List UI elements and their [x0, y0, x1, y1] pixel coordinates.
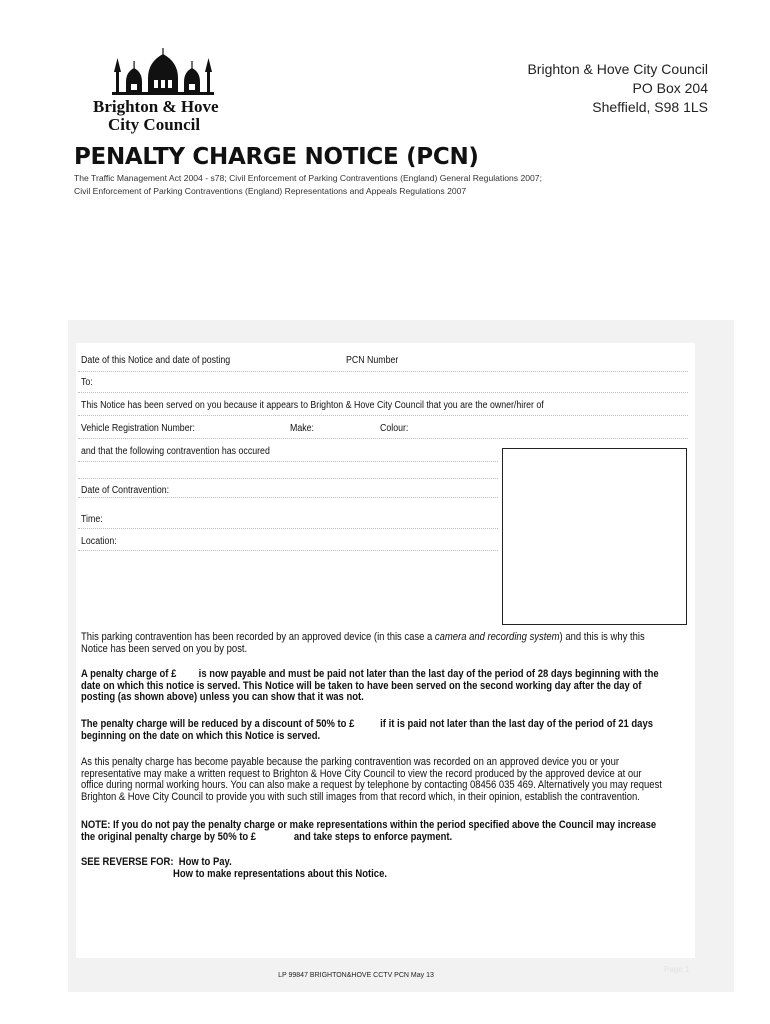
p3-line1-start: The penalty charge will be reduced by a discount of 50% to £	[81, 718, 355, 730]
address-line2: PO Box 204	[632, 80, 708, 96]
representations-item: How to make representations about this Notice.	[173, 867, 387, 880]
discount-paragraph	[81, 719, 674, 742]
increase-note-paragraph	[81, 820, 674, 843]
contravention-date-label: Date of Contravention:	[81, 485, 170, 496]
see-reverse-section	[81, 857, 674, 880]
p4-line3: office during normal working hours. You can also make a request by telephone by contacting 08456 035 469. Alternatively you may request	[81, 779, 662, 791]
location-label: Location:	[81, 536, 117, 547]
p2-line3: posting (as shown above) unless you can show that it was not.	[81, 691, 364, 703]
divider	[78, 478, 498, 479]
divider	[78, 528, 498, 529]
vehicle-colour-label: Colour:	[380, 423, 409, 434]
pavilion-logo-icon	[108, 48, 218, 98]
p5-line2-start: the original penalty charge by 50% to £	[81, 830, 257, 843]
divider	[78, 438, 688, 439]
evidence-image-box	[502, 448, 687, 625]
divider	[78, 415, 688, 416]
p1-line2: Notice has been served on you by post.	[81, 642, 248, 655]
p1-text-start: This parking contravention has been recorded by an approved device (in this case a	[81, 631, 435, 643]
notice-date-label: Date of this Notice and date of posting	[81, 355, 231, 366]
p2-line1-start: A penalty charge of £	[81, 668, 177, 680]
document-reference: LP 99847 BRIGHTON&HOVE CCTV PCN May 13	[278, 972, 434, 979]
how-to-pay-item: How to Pay.	[178, 856, 232, 868]
pcn-number-label: PCN Number	[346, 355, 399, 366]
page-title: PENALTY CHARGE NOTICE (PCN)	[74, 144, 479, 170]
view-record-paragraph	[81, 757, 674, 803]
vehicle-make-label: Make:	[290, 423, 314, 434]
p2-line1-end: is now payable and must be paid not later than the last day of the period of 28 days beginning with the	[198, 668, 659, 680]
divider	[78, 497, 498, 498]
council-logo	[88, 48, 238, 138]
p5-line2-end: and take steps to enforce payment.	[293, 830, 453, 843]
contravention-text: and that the following contravention has occured	[81, 446, 270, 457]
address-line1: Brighton & Hove City Council	[527, 61, 708, 77]
legislation-line1: The Traffic Management Act 2004 - s78; Civil Enforcement of Parking Contraventions (England) General Regulations 2007;	[74, 173, 542, 183]
see-reverse-label: SEE REVERSE FOR:	[81, 856, 174, 868]
p4-line4: Brighton & Hove City Council to provide you with such still images from that record which, in their opinion, establish the contravention.	[81, 790, 640, 803]
p4-line1: As this penalty charge has become payable because the parking contravention was recorded on an approved device you or your	[81, 756, 619, 768]
penalty-charge-paragraph	[81, 669, 674, 704]
p3-line2: beginning on the date on which this Notice is served.	[81, 729, 321, 742]
divider	[78, 392, 688, 393]
legislation-reference	[74, 172, 542, 198]
p5-line1: NOTE: If you do not pay the penalty charge or make representations within the period specified above the Council may increase	[81, 819, 657, 831]
logo-text-line1: Brighton & Hove	[93, 97, 219, 116]
recipient-label: To:	[81, 377, 93, 388]
logo-text-line2: City Council	[108, 115, 201, 134]
vehicle-registration-label: Vehicle Registration Number:	[81, 423, 195, 434]
council-address	[527, 60, 708, 117]
divider	[78, 550, 498, 551]
p3-line1-end: if it is paid not later than the last day of the period of 21 days	[380, 718, 653, 730]
page-label: Page 1	[664, 965, 690, 974]
address-line3: Sheffield, S98 1LS	[592, 99, 708, 115]
p1-text-end: ) and this is why this	[559, 631, 645, 643]
divider	[78, 371, 688, 372]
divider	[78, 461, 498, 462]
p4-line2: representative may make a written request to Brighton & Hove City Council to view the record produced by the approved device at our	[81, 767, 642, 780]
p1-italic-text: camera and recording system	[434, 631, 560, 643]
p2-line2: date on which this notice is served. This Notice will be taken to have been served on the second working day after the day of	[81, 679, 642, 692]
legislation-line2: Civil Enforcement of Parking Contraventions (England) Representations and Appeals Regulations 2007	[74, 186, 467, 196]
device-recording-paragraph	[81, 632, 674, 655]
time-label: Time:	[81, 514, 103, 525]
served-reason-text: This Notice has been served on you because it appears to Brighton & Hove City Council that you are the owner/hirer of	[81, 400, 544, 411]
